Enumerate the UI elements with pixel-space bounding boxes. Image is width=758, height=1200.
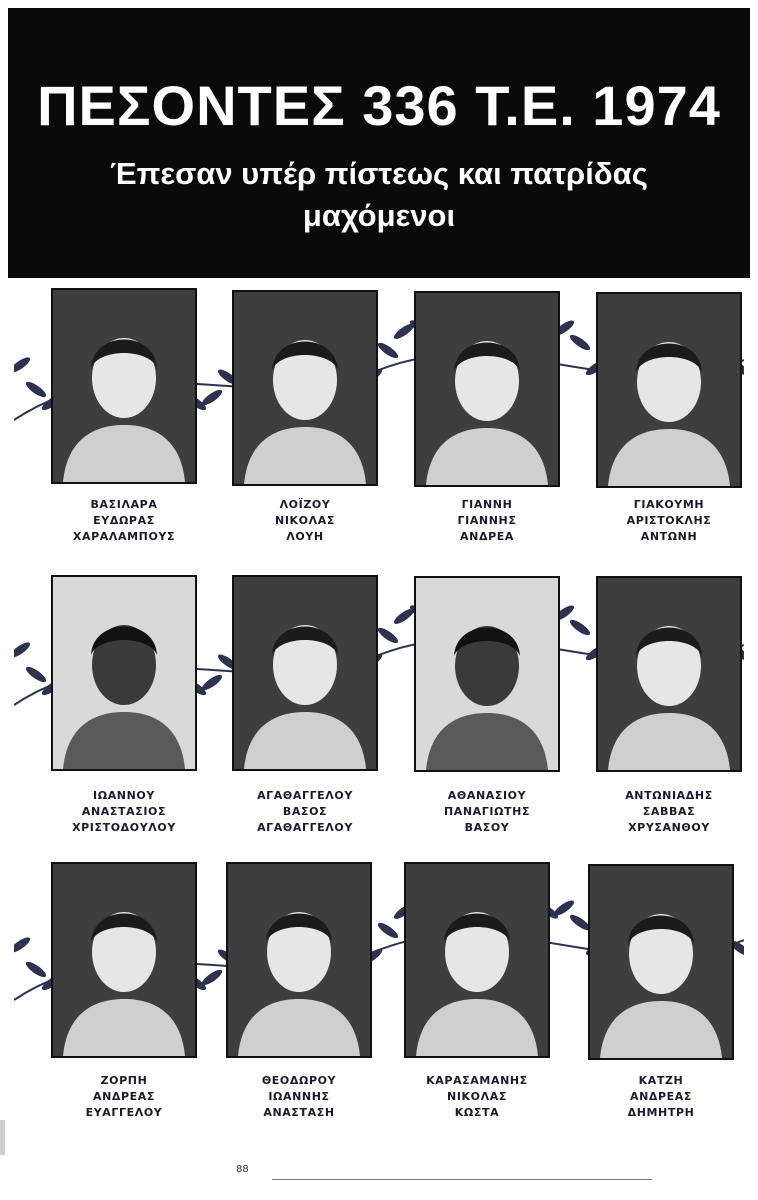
name-caption: ΛΟΪΖΟΥ ΝΙΚΟΛΑΣ ΛΟΥΗ xyxy=(275,498,335,543)
portrait-photo xyxy=(51,288,197,484)
page-title: ΠΕΣΟΝΤΕΣ 336 Τ.Ε. 1974 xyxy=(37,74,721,137)
laurel-leaf xyxy=(376,920,400,940)
name-caption: ΓΙΑΝΝΗ ΓΙΑΝΝΗΣ ΑΝΔΡΕΑ xyxy=(457,498,517,543)
laurel-leaf xyxy=(376,625,400,645)
name-caption: ΚΑΤΖΗ ΑΝΔΡΕΑΣ ΔΗΜΗΤΡΗ xyxy=(627,1074,695,1119)
page-number: 88 xyxy=(236,1164,249,1175)
laurel-leaf xyxy=(568,617,592,637)
portrait-photo xyxy=(51,862,197,1058)
silhouette-icon xyxy=(598,578,740,770)
silhouette-icon xyxy=(406,864,548,1056)
silhouette-icon xyxy=(234,577,376,769)
name-caption: ΑΝΤΩΝΙΑΔΗΣ ΣΑΒΒΑΣ ΧΡΥΣΑΝΘΟΥ xyxy=(625,789,713,834)
portrait-photo xyxy=(51,575,197,771)
page-subtitle: Έπεσαν υπέρ πίστεως και πατρίδας μαχόμενοι xyxy=(110,156,648,233)
silhouette-icon xyxy=(590,866,732,1058)
silhouette-icon xyxy=(53,577,195,769)
portrait-photo xyxy=(404,862,550,1058)
name-caption: ΙΩΑΝΝΟΥ ΑΝΑΣΤΑΣΙΟΣ ΧΡΙΣΤΟΔΟΥΛΟΥ xyxy=(72,789,176,834)
laurel-leaf xyxy=(376,340,400,360)
portrait-photo xyxy=(232,290,378,486)
name-caption: ΖΟΡΠΗ ΑΝΔΡΕΑΣ ΕΥΑΓΓΕΛΟΥ xyxy=(85,1074,163,1119)
silhouette-icon xyxy=(416,293,558,485)
laurel-leaf xyxy=(200,387,224,407)
silhouette-icon xyxy=(416,578,558,770)
laurel-leaf xyxy=(24,959,48,979)
portrait-photo xyxy=(414,576,560,772)
footer-rule xyxy=(272,1179,652,1180)
name-caption: ΒΑΣΙΛΑΡΑ ΕΥΔΩΡΑΣ ΧΑΡΑΛΑΜΠΟΥΣ xyxy=(72,498,176,543)
silhouette-icon xyxy=(598,294,740,486)
portrait-photo xyxy=(596,292,742,488)
title-banner xyxy=(8,8,750,278)
laurel-leaf xyxy=(568,332,592,352)
portrait-photo xyxy=(232,575,378,771)
silhouette-icon xyxy=(53,290,195,482)
name-caption: ΑΘΑΝΑΣΙΟΥ ΠΑΝΑΓΙΩΤΗΣ ΒΑΣΟΥ xyxy=(443,789,531,834)
name-caption: ΚΑΡΑΣΑΜΑΝΗΣ ΝΙΚΟΛΑΣ ΚΩΣΤΑ xyxy=(426,1074,528,1119)
portrait-photo xyxy=(596,576,742,772)
name-caption: ΓΙΑΚΟΥΜΗ ΑΡΙΣΤΟΚΛΗΣ ΑΝΤΩΝΗ xyxy=(626,498,712,543)
laurel-leaf xyxy=(200,672,224,692)
portrait-photo xyxy=(588,864,734,1060)
laurel-leaf xyxy=(14,640,32,660)
scan-edge-mark xyxy=(0,1120,5,1155)
laurel-leaf xyxy=(24,664,48,684)
laurel-leaf xyxy=(24,379,48,399)
laurel-leaf xyxy=(14,355,32,375)
silhouette-icon xyxy=(234,292,376,484)
laurel-leaf xyxy=(200,967,224,987)
laurel-leaf xyxy=(14,935,32,955)
silhouette-icon xyxy=(53,864,195,1056)
name-caption: ΘΕΟΔΩΡΟΥ ΙΩΑΝΝΗΣ ΑΝΑΣΤΑΣΗ xyxy=(261,1074,337,1119)
silhouette-icon xyxy=(228,864,370,1056)
portrait-photo xyxy=(226,862,372,1058)
name-caption: ΑΓΑΘΑΓΓΕΛΟΥ ΒΑΣΟΣ ΑΓΑΘΑΓΓΕΛΟΥ xyxy=(257,789,353,834)
portrait-photo xyxy=(414,291,560,487)
